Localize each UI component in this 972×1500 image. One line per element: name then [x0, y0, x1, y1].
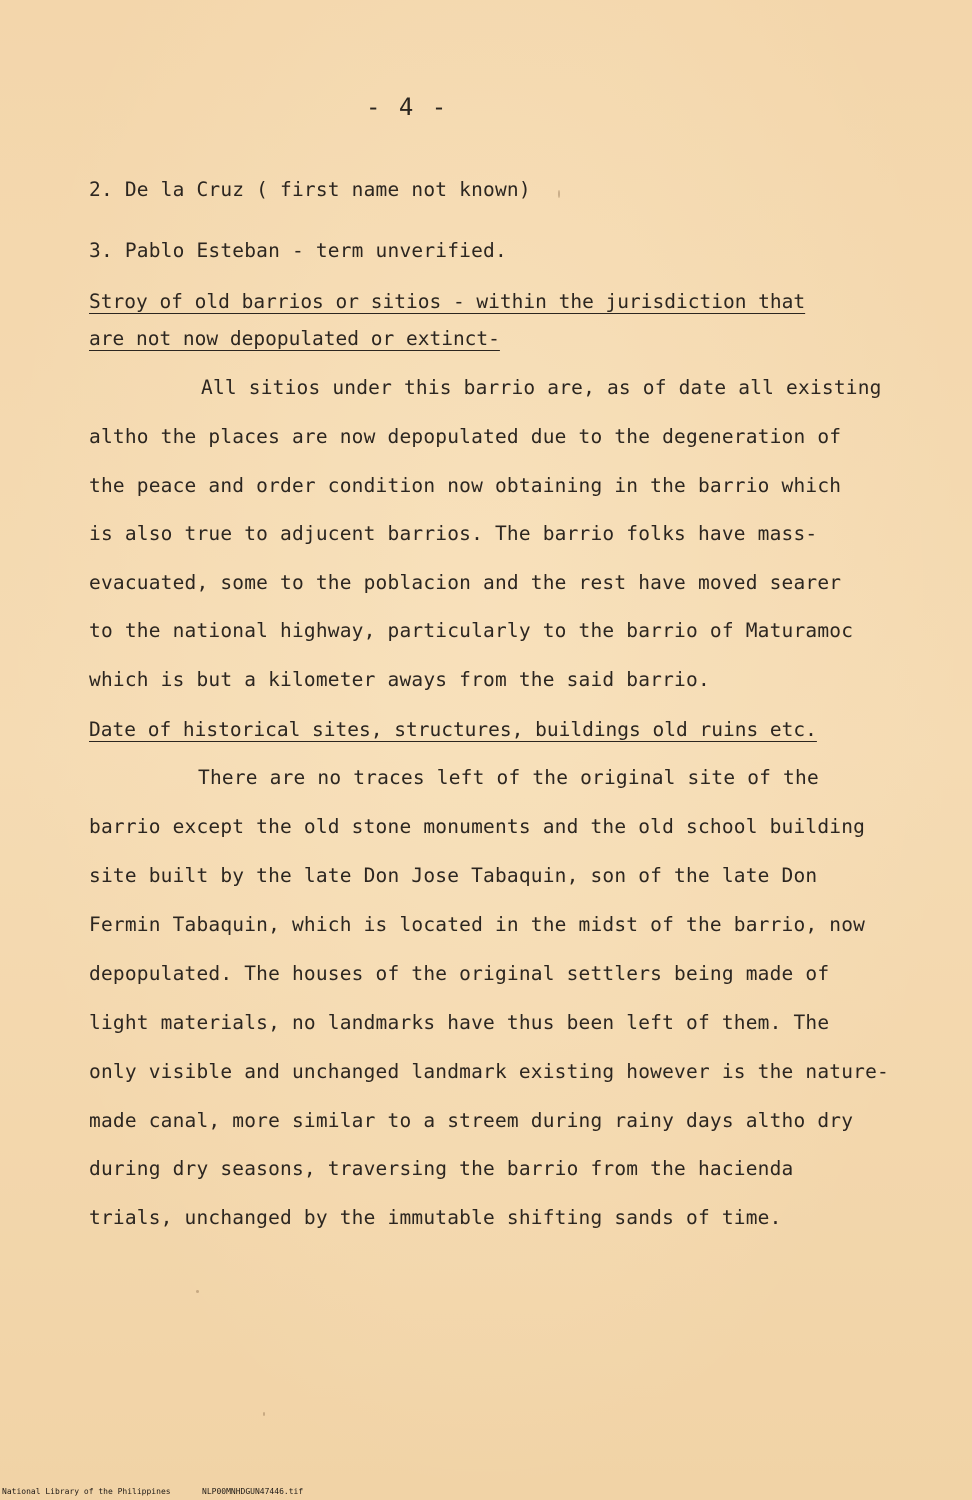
paragraph-line: There are no traces left of the original site of the: [198, 766, 819, 789]
paragraph-line: made canal, more similar to a streem during rainy days altho dry: [89, 1109, 854, 1132]
paragraph-line: altho the places are now depopulated due to the degeneration of: [89, 425, 842, 448]
paragraph-line: is also true to adjucent barrios. The barrio folks have mass-: [89, 522, 818, 545]
section-heading: Stroy of old barrios or sitios - within the jurisdiction that: [89, 290, 806, 313]
paper-speck: [263, 1412, 265, 1416]
paragraph-line: depopulated. The houses of the original settlers being made of: [89, 962, 830, 985]
page-number: - 4 -: [366, 93, 449, 121]
paragraph-line: to the national highway, particularly to the barrio of Maturamoc: [89, 619, 854, 642]
paragraph-line: evacuated, some to the poblacion and the rest have moved searer: [89, 571, 842, 594]
paper-speck: [196, 1290, 199, 1293]
paragraph-line: during dry seasons, traversing the barrio from the hacienda: [89, 1157, 794, 1180]
paper-speck: [558, 190, 560, 198]
paragraph-line: the peace and order condition now obtaining in the barrio which: [89, 474, 842, 497]
footer-file-id: NLP00MNHDGUN47446.tif: [202, 1487, 304, 1496]
footer-library: National Library of the Philippines: [2, 1487, 171, 1496]
paragraph-line: light materials, no landmarks have thus been left of them. The: [89, 1011, 830, 1034]
section-heading: Date of historical sites, structures, buildings old ruins etc.: [89, 718, 817, 741]
paragraph-line: All sitios under this barrio are, as of date all existing: [201, 376, 882, 399]
paragraph-line: barrio except the old stone monuments and the old school building: [89, 815, 866, 838]
paragraph-line: site built by the late Don Jose Tabaquin, son of the late Don: [89, 864, 818, 887]
list-item: 3. Pablo Esteban - term unverified.: [89, 239, 507, 262]
paragraph-line: trials, unchanged by the immutable shifting sands of time.: [89, 1206, 782, 1229]
list-item: 2. De la Cruz ( first name not known): [89, 178, 531, 201]
paragraph-line: Fermin Tabaquin, which is located in the midst of the barrio, now: [89, 913, 866, 936]
paragraph-line: which is but a kilometer aways from the said barrio.: [89, 668, 710, 691]
paragraph-line: only visible and unchanged landmark existing however is the nature-: [89, 1060, 889, 1083]
section-heading: are not now depopulated or extinct-: [89, 327, 500, 350]
